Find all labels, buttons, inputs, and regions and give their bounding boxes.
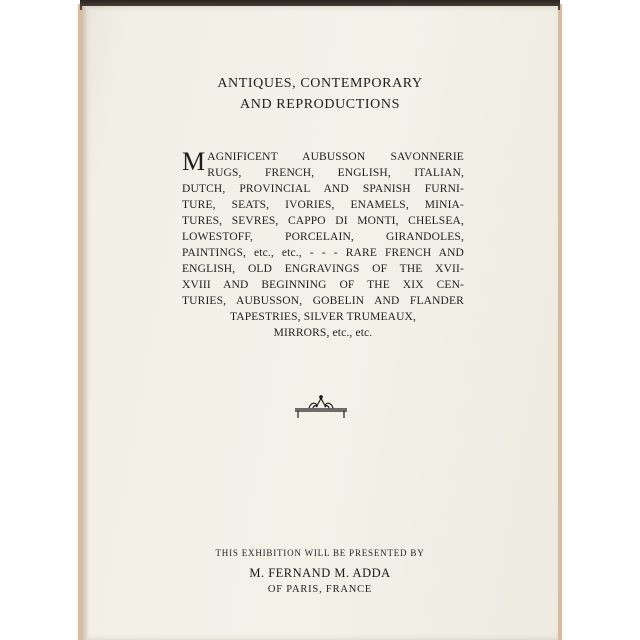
body-line: ENGLISH, OLD ENGRAVINGS OF THE XVII- xyxy=(182,263,464,275)
heading-line-1: ANTIQUES, CONTEMPORARY xyxy=(217,76,423,91)
body-line: XVIII AND BEGINNING OF THE XIX CEN- xyxy=(182,279,464,291)
body-line: DUTCH, PROVINCIAL AND SPANISH FURNI- xyxy=(182,183,464,195)
body-line: PAINTINGS, etc., etc., - - - RARE FRENCH AND xyxy=(182,247,464,259)
body-line: RUGS, FRENCH, ENGLISH, ITALIAN, xyxy=(207,167,464,179)
body-line: TURE, SEATS, IVORIES, ENAMELS, MINIA- xyxy=(182,199,464,211)
body-line: TURIES, AUBUSSON, GOBELIN AND FLANDER xyxy=(182,295,464,307)
body-line-text: AGNIFICENT AUBUSSON SAVONNERIE xyxy=(207,151,464,163)
body-line: TURES, SEVRES, CAPPO DI MONTI, CHELSEA, xyxy=(182,215,464,227)
body-line: LOWESTOFF, PORCELAIN, GIRANDOLES, xyxy=(182,231,464,243)
body-line: MIRRORS, etc., etc. xyxy=(273,327,373,339)
table-ornament-icon xyxy=(291,392,351,420)
body-paragraph xyxy=(182,149,464,341)
presenter-name: M. FERNAND M. ADDA xyxy=(249,566,391,580)
heading-line-2: AND REPRODUCTIONS xyxy=(240,97,400,112)
presented-by-line: THIS EXHIBITION WILL BE PRESENTED BY xyxy=(215,548,425,558)
presenter-origin: OF PARIS, FRANCE xyxy=(267,584,373,595)
document-page xyxy=(82,6,558,640)
drop-cap: M xyxy=(182,147,206,176)
body-line: TAPESTRIES, SILVER TRUMEAUX, xyxy=(229,311,417,323)
